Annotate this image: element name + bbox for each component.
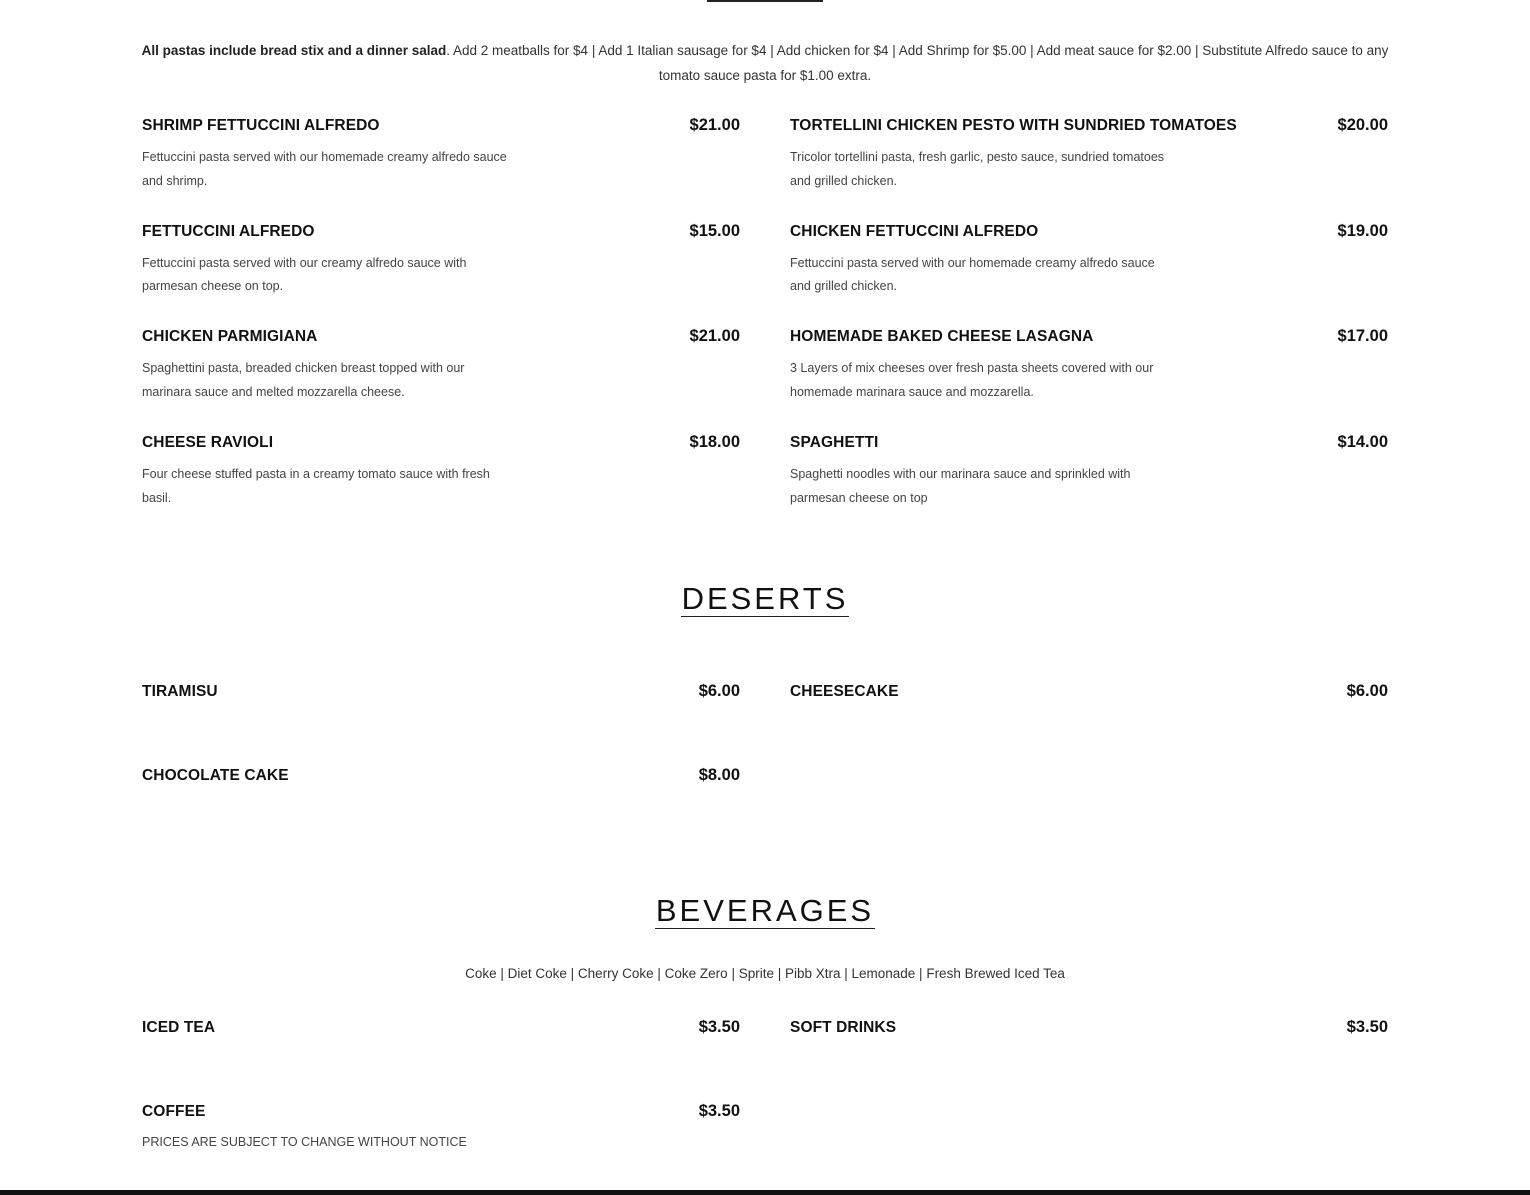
menu-item-header (790, 327, 1388, 346)
menu-item-price: $14.00 (1337, 433, 1388, 452)
menu-item-description: Spaghetti noodles with our marinara sauce and sprinkled with parmesan cheese on top (790, 467, 1131, 505)
menu-item-price: $3.50 (698, 1102, 740, 1120)
menu-item-description: Tricolor tortellini pasta, fresh garlic, pesto sauce, sundried tomatoes and grilled chicken. (790, 150, 1165, 188)
menu-item-price: $21.00 (689, 116, 740, 134)
menu-item-description: Spaghettini pasta, breaded chicken breast topped with our marinara sauce and melted mozzarella cheese. (142, 361, 465, 399)
beverages-heading (0, 894, 1530, 929)
menu-item-name: CHICKEN FETTUCCINI ALFREDO (790, 222, 1039, 240)
menu-item (142, 766, 740, 850)
menu-item (142, 327, 740, 433)
menu-item-price: $6.00 (698, 682, 740, 700)
desserts-heading (0, 582, 1530, 617)
menu-item (790, 682, 1388, 766)
menu-item-name: SHRIMP FETTUCCINI ALFREDO (142, 117, 380, 134)
menu-item-header (790, 116, 1388, 135)
menu-item-header (790, 433, 1388, 452)
beverages-menu (142, 1018, 1388, 1186)
menu-item-description: Fettuccini pasta served with our homemade creamy alfredo sauce and shrimp. (142, 150, 507, 188)
pasta-note (140, 38, 1390, 88)
menu-item-header (790, 1018, 1388, 1037)
menu-item-price: $3.50 (1346, 1018, 1388, 1036)
menu-item (790, 222, 1388, 328)
menu-item-name: SPAGHETTI (790, 434, 879, 452)
desserts-menu (142, 682, 1388, 850)
menu-item-name: CHICKEN PARMIGIANA (142, 328, 318, 346)
menu-item (142, 1018, 740, 1102)
price-disclaimer: PRICES ARE SUBJECT TO CHANGE WITHOUT NOTICE (142, 1135, 467, 1149)
menu-item-header (142, 1102, 740, 1121)
menu-item-header (142, 116, 740, 135)
menu-item-description: 3 Layers of mix cheeses over fresh pasta sheets covered with our homemade marinara sauce and mozzarella. (790, 361, 1154, 399)
menu-item-price: $21.00 (689, 327, 740, 346)
beverage-options-note: Coke | Diet Coke | Cherry Coke | Coke Zero | Sprite | Pibb Xtra | Lemonade | Fresh Brewed Iced Tea (465, 966, 1065, 981)
menu-item (142, 116, 740, 222)
menu-item (142, 682, 740, 766)
footer-bar (0, 1190, 1530, 1195)
menu-item-name: CHEESECAKE (790, 683, 899, 700)
menu-item (142, 222, 740, 328)
menu-item-name: HOMEMADE BAKED CHEESE LASAGNA (790, 328, 1094, 346)
menu-item-header (142, 327, 740, 346)
pasta-note-bold: All pastas include bread stix and a dinner salad (141, 43, 447, 58)
menu-item-header (142, 433, 740, 452)
menu-item-price: $19.00 (1337, 221, 1388, 240)
menu-item-name: TORTELLINI CHICKEN PESTO WITH SUNDRIED TOMATOES (790, 117, 1237, 134)
menu-item (142, 433, 740, 539)
menu-item-header (790, 222, 1388, 241)
menu-item-price: $15.00 (689, 221, 740, 240)
desserts-heading-text: DESERTS (681, 581, 849, 616)
section-heading-underline (707, 0, 823, 2)
menu-item-header (790, 682, 1388, 701)
menu-item (790, 1018, 1388, 1102)
menu-item-name: SOFT DRINKS (790, 1019, 897, 1036)
menu-item-price: $3.50 (698, 1018, 740, 1036)
beverages-heading-text: BEVERAGES (655, 893, 875, 928)
menu-item-name: ICED TEA (142, 1019, 216, 1036)
pasta-menu (142, 116, 1388, 539)
menu-item-price: $18.00 (689, 433, 740, 452)
menu-item (790, 327, 1388, 433)
menu-item-name: CHOCOLATE CAKE (142, 767, 289, 784)
menu-item-header (142, 222, 740, 241)
menu-item-price: $6.00 (1346, 682, 1388, 700)
menu-item-header (142, 682, 740, 701)
menu-item-description: Fettuccini pasta served with our homemade creamy alfredo sauce and grilled chicken. (790, 255, 1155, 294)
menu-item-description: Fettuccini pasta served with our creamy alfredo sauce with parmesan cheese on top. (142, 255, 467, 294)
menu-item-header (142, 766, 740, 785)
menu-item-name: CHEESE RAVIOLI (142, 434, 274, 452)
menu-item-price: $8.00 (698, 766, 740, 784)
menu-item-price: $17.00 (1337, 327, 1388, 346)
menu-item-name: COFFEE (142, 1103, 206, 1120)
menu-item-price: $20.00 (1337, 116, 1388, 134)
pasta-note-text: . Add 2 meatballs for $4 | Add 1 Italian sausage for $4 | Add chicken for $4 | Add Shrimp for $5.00 | Add meat sauce for $2.00 | Substitute Alfredo sauce to any tomato sauce pasta for $1.00 extra. (446, 43, 1389, 83)
menu-item-description: Four cheese stuffed pasta in a creamy tomato sauce with fresh basil. (142, 467, 490, 505)
menu-item-header (142, 1018, 740, 1037)
menu-item-name: TIRAMISU (142, 683, 218, 700)
menu-item (790, 116, 1388, 222)
menu-item (790, 433, 1388, 539)
menu-item-name: FETTUCCINI ALFREDO (142, 222, 315, 240)
